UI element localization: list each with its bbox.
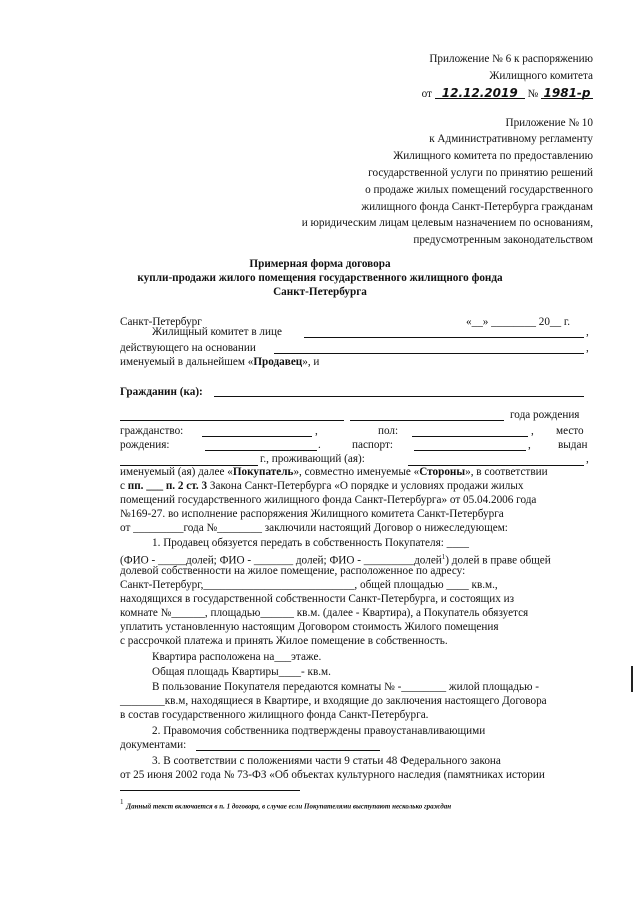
section-2-line-1: 2. Правомочия собственника подтверждены правоустанавливающими bbox=[152, 725, 486, 737]
seller-basis: действующего на основании bbox=[120, 342, 256, 354]
footnote bbox=[120, 797, 451, 812]
regulation-line-1: к Административному регламенту bbox=[429, 133, 593, 145]
floor-line: Квартира расположена на___этаже. bbox=[152, 651, 322, 663]
order-date-handwritten: 12.12.2019 bbox=[435, 86, 525, 99]
from-label: от bbox=[421, 88, 432, 100]
order-number-handwritten: 1981-р bbox=[541, 86, 593, 99]
section-1-line-1: 1. Продавец обязуется передать в собственность Покупателя: ____ bbox=[152, 537, 469, 549]
citizen-label: Гражданин (ка): bbox=[120, 386, 203, 398]
use-line-2: ________кв.м, находящиеся в Квартире, и входящие до заключения настоящего Договора bbox=[120, 695, 547, 707]
use-line-1: В пользование Покупателя передаются комнаты № -________ жилой площадью - bbox=[152, 681, 539, 693]
section-3-line-1: 3. В соответствии с положениями части 9 статьи 48 Федерального закона bbox=[152, 755, 501, 767]
title-line-3: Санкт-Петербурга bbox=[273, 286, 367, 298]
seller-term: Продавец bbox=[253, 356, 303, 368]
regulation-line-6: и юридическим лицам целевым назначением по основаниям, bbox=[301, 217, 593, 229]
order-reference: №169-27. во исполнение распоряжения Жилищного комитета Санкт-Петербурга bbox=[120, 508, 504, 520]
regulation-line-3: государственной услуги по принятию решений bbox=[368, 167, 593, 179]
title-line-1: Примерная форма договора bbox=[249, 258, 391, 270]
law-reference: с пп. ___ п. 2 ст. 3 Закона Санкт-Петербурга «О порядке и условиях продажи жилых bbox=[120, 480, 524, 492]
scan-mark bbox=[631, 666, 633, 692]
birth-label: рождения: bbox=[120, 439, 170, 451]
section-3-line-2: от 25 июня 2002 года № 73-ФЗ «Об объектах культурного наследия (памятниках истории bbox=[120, 769, 545, 781]
section-2-line-2: документами: bbox=[120, 739, 187, 751]
title-line-2: купли-продажи жилого помещения государственного жилищного фонда bbox=[137, 272, 503, 284]
footnote-mark: 1 bbox=[120, 798, 124, 806]
footnote-text: Данный текст включается в п. 1 договора, в случае если Покупателями выступают несколько граждан bbox=[126, 802, 452, 811]
birth-year-label: года рождения bbox=[510, 409, 580, 421]
section-1-line-7: уплатить установленную настоящим Договором стоимость Жилого помещения bbox=[120, 621, 499, 633]
living-label: г., проживающий (ая): bbox=[260, 453, 365, 465]
regulation-line-4: о продаже жилых помещений государственного bbox=[365, 184, 593, 196]
sex-label: пол: bbox=[378, 425, 399, 437]
use-line-3: в состав государственного жилищного фонда Санкт-Петербурга. bbox=[120, 709, 429, 721]
document-page: Приложение № 6 к распоряжению Жилищного комитета от 12.12.2019 № 1981-р Приложение № 10 к Административному регламенту Жилищного комитета по предоставлению государственной услуги по принятию решений о продаже жилых помещений государственного жилищного фонда Санкт-Петербурга гражданам и юридическим лицам целевым назначением по основаниям, предусмотренным законодательством Примерная форма договора купли-продажи жилого помещения государственного жилищного фонда Санкт-Петербурга Санкт-Петербург «__» ________ 20__ г. Жилищный комитет в лице , действующего на основании , именуемый в дальнейшем «Продавец», и Гражданин (ка): года рождения гражданство: , пол: , место рождения: . паспорт: , выдан г., проживающий (ая): , именуемый (ая) далее «Покупатель», совместно именуемые «Стороны», в соответствии с пп. ___ п. 2 ст. 3 Закона Санкт-Петербурга «О порядке и условиях продажи жилых помещений государственного жилищного фонда Санкт-Петербурга» от 05.04.2006 года №169-27. во исполнение распоряжения Жилищного комитета Санкт-Петербурга от _________года №________ заключили настоящий Договор о нижеследующем: 1. Продавец обязуется передать в собственность Покупателя: ____ (ФИО - _____долей; ФИО - _______ долей; ФИО - _________долей$^1$) долей в праве общей долевой собственности на жилое помещение, расположенное по адресу: Санкт-Петербург,___________________________, общей площадью ____ кв.м., находящихся в государственной собственности Санкт-Петербурга, и состоящих из комнате №______, площадью______ кв.м. (далее - Квартира), а Покупатель обязуется уплатить установленную настоящим Договором стоимость Жилого помещения с рассрочкой платежа и принять Жилое помещение в собственность. Квартира расположена на___этаже. Общая площадь Квартиры____- кв.м. В пользование Покупателя передаются комнаты № -________ жилой площадью - ________кв.м, находящиеся в Квартире, и входящие до заключения настоящего Договора в состав государственного жилищного фонда Санкт-Петербурга. 2. Правомочия собственника подтверждены правоустанавливающими документами: 3. В соответствии с положениями части 9 статьи 48 Федерального закона от 25 июня 2002 года № 73-ФЗ «Об объектах культурного наследия (памятниках истории $^1$ Данный текст включается в п. 1 договора, в случае если Покупателями выступают несколько граждан bbox=[0, 0, 640, 905]
contract-place: Санкт-Петербург bbox=[120, 316, 202, 328]
seller-intro: Жилищный комитет в лице bbox=[152, 326, 282, 338]
section-1-line-4: Санкт-Петербург,___________________________, общей площадью ____ кв.м., bbox=[120, 579, 498, 591]
issued-label: выдан bbox=[558, 439, 588, 451]
area-line: Общая площадь Квартиры____- кв.м. bbox=[152, 666, 331, 678]
number-label: № bbox=[527, 88, 539, 100]
section-1-line-5: находящихся в государственной собственности Санкт-Петербурга, и состоящих из bbox=[120, 593, 515, 605]
section-1-line-6: комнате №______, площадью______ кв.м. (далее - Квартира), а Покупатель обязуется bbox=[120, 607, 529, 619]
order-date-number bbox=[422, 86, 593, 101]
law-title: помещений государственного жилищного фонда Санкт-Петербурга» от 05.04.2006 года bbox=[120, 494, 537, 506]
regulation-line-2: Жилищного комитета по предоставлению bbox=[393, 150, 593, 162]
seller-named: именуемый в дальнейшем «Продавец», и bbox=[120, 356, 320, 368]
appendix-6-line: Приложение № 6 к распоряжению bbox=[429, 53, 593, 65]
section-1-line-3: долевой собственности на жилое помещение, расположенное по адресу: bbox=[120, 565, 466, 577]
regulation-line-7: предусмотренным законодательством bbox=[413, 234, 593, 246]
footnote-ref: 1 bbox=[441, 553, 446, 561]
committee-line: Жилищного комитета bbox=[489, 70, 593, 82]
birthplace-label: место bbox=[556, 425, 584, 437]
contract-date-blank: «__» ________ 20__ г. bbox=[466, 316, 571, 328]
section-1-line-2: (ФИО - _____долей; ФИО - _______ долей; ФИО - _________долей$^1$) долей в праве общей bbox=[120, 553, 551, 567]
passport-label: паспорт: bbox=[352, 439, 393, 451]
section-1-line-8: с рассрочкой платежа и принять Жилое помещение в собственность. bbox=[120, 635, 448, 647]
citizenship-label: гражданство: bbox=[120, 425, 184, 437]
appendix-10-line: Приложение № 10 bbox=[505, 117, 593, 129]
regulation-line-5: жилищного фонда Санкт-Петербурга гражданам bbox=[361, 201, 593, 213]
buyer-named: именуемый (ая) далее «Покупатель», совместно именуемые «Стороны», в соответствии bbox=[120, 466, 548, 478]
concluded-line: от _________года №________ заключили настоящий Договор о нижеследующем: bbox=[120, 522, 508, 534]
